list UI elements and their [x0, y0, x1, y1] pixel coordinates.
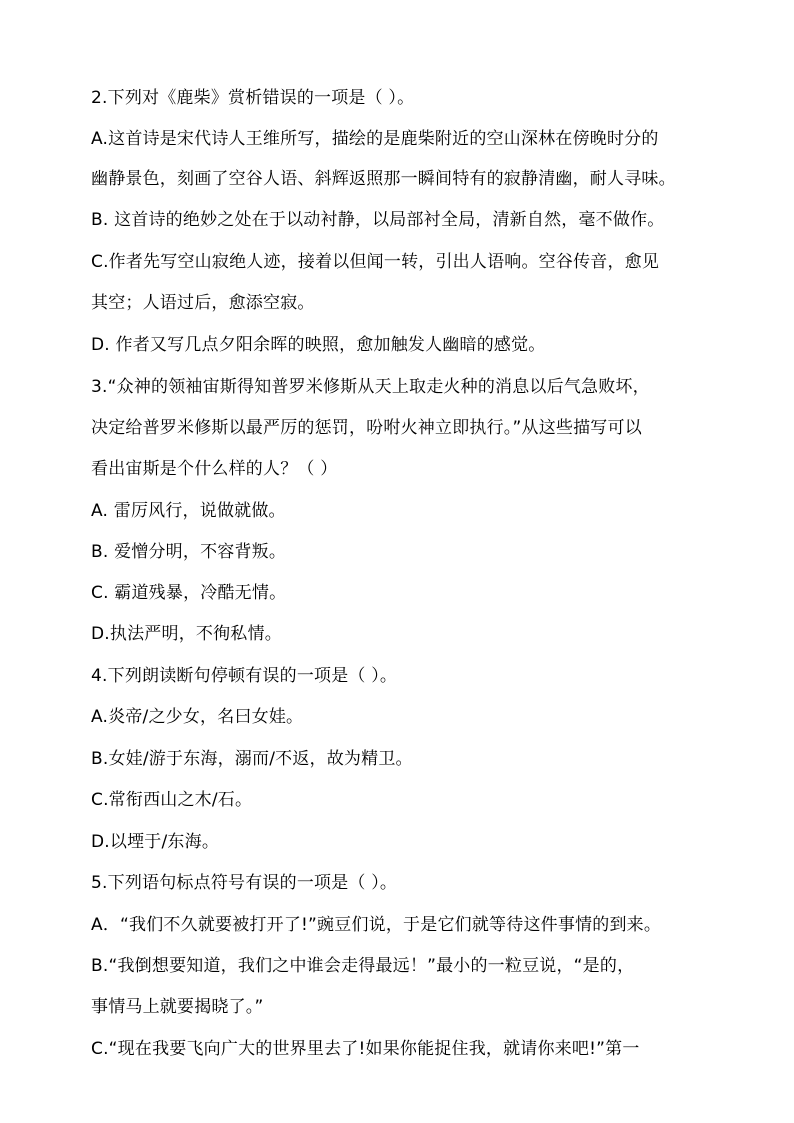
question-3-option-d: D.执法严明，不徇私情。: [91, 624, 282, 644]
question-3-stem-cont-2: 看出宙斯是个什么样的人？（ ）: [91, 459, 338, 479]
question-4-option-c: C.常衔西山之木/石。: [91, 790, 253, 810]
question-3-option-b: B. 爱憎分明，不容背叛。: [91, 542, 287, 562]
question-2-option-a: A.这首诗是宋代诗人王维所写，描绘的是鹿柴附近的空山深林在傍晚时分的: [91, 129, 659, 149]
question-5-option-c: C.“现在我要飞向广大的世界里去了!如果你能捉住我，就请你来吧!”第一: [91, 1039, 640, 1059]
question-2-stem: 2.下列对《鹿柴》赏析错误的一项是（ ）。: [91, 88, 415, 108]
question-3-option-a: A. 雷厉风行，说做就做。: [91, 501, 286, 521]
question-5-option-b-cont: 事情马上就要揭晓了。”: [91, 997, 264, 1017]
question-2-option-c: C.作者先写空山寂绝人迹，接着以但闻一转，引出人语响。空谷传音，愈见: [91, 252, 660, 272]
question-3-stem-cont-1: 决定给普罗米修斯以最严厉的惩罚，吩咐火神立即执行。”从这些描写可以: [91, 418, 642, 438]
question-2-option-a-cont: 幽静景色，刻画了空谷人语、斜辉返照那一瞬间特有的寂静清幽，耐人寻味。: [91, 169, 676, 189]
question-3-option-c: C. 霸道残暴，冷酷无情。: [91, 583, 287, 603]
question-5-option-a: A．“我们不久就要被打开了!”豌豆们说，于是它们就等待这件事情的到来。: [91, 915, 662, 935]
question-2-option-d: D. 作者又写几点夕阳余晖的映照，愈加触发人幽暗的感觉。: [91, 335, 546, 355]
question-2-option-b: B. 这首诗的绝妙之处在于以动衬静，以局部衬全局，清新自然，毫不做作。: [91, 210, 665, 230]
question-5-option-b: B.“我倒想要知道，我们之中谁会走得最远！”最小的一粒豆说，“是的，: [91, 956, 635, 976]
question-3-stem: 3.“众神的领袖宙斯得知普罗米修斯从天上取走火种的消息以后气急败坏，: [91, 377, 650, 397]
question-4-option-d: D.以堙于/东海。: [91, 832, 220, 852]
question-5-stem: 5.下列语句标点符号有误的一项是（ ）。: [91, 873, 398, 893]
question-2-option-c-cont: 其空；人语过后，愈添空寂。: [91, 293, 315, 313]
question-4-option-b: B.女娃/游于东海，溺而/不返，故为精卫。: [91, 749, 413, 769]
question-4-option-a: A.炎帝/之少女，名曰女娃。: [91, 707, 304, 727]
question-4-stem: 4.下列朗读断句停顿有误的一项是（ ）。: [91, 666, 398, 686]
